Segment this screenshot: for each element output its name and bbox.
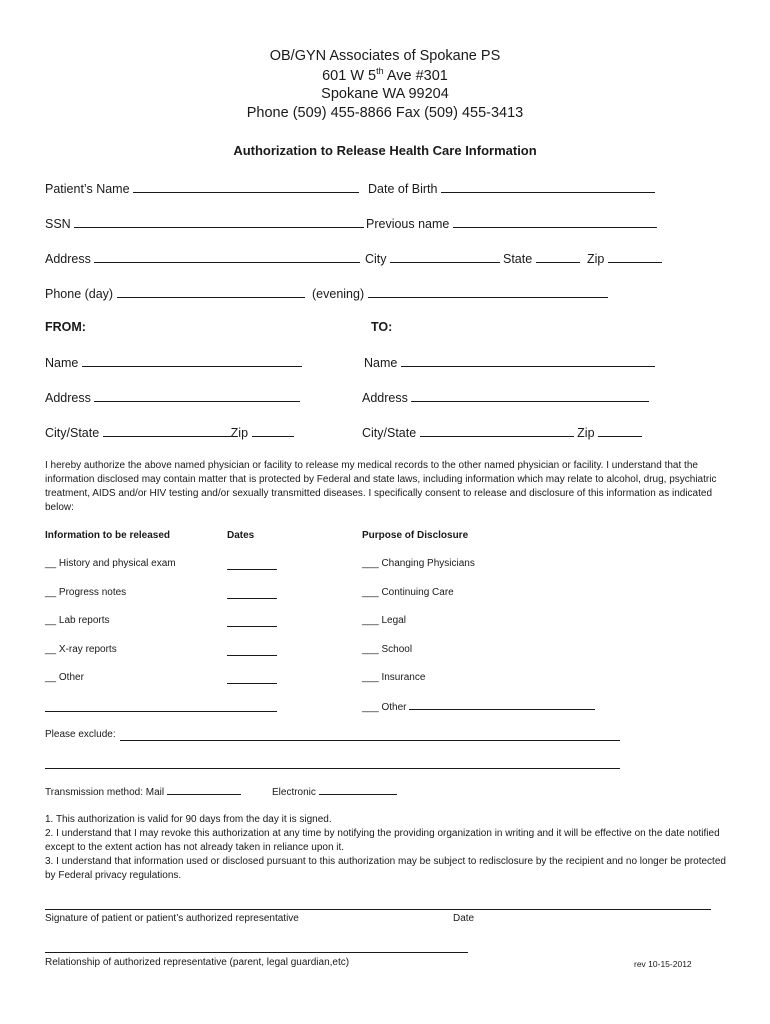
purpose-item[interactable]: ___ Legal [362,615,406,626]
info-item[interactable]: __ X-ray reports [45,644,117,655]
term-2: 2. I understand that I may revoke this authorization at any time by notifying the providing organization in writing and it will be effective on the date notified except to the extent action has not already taken in reliance upon it. [45,828,720,853]
from-citystate-row [45,425,294,440]
zip-field[interactable] [608,251,662,263]
date-field[interactable] [227,626,277,627]
to-address-field[interactable] [411,390,649,402]
address-row [45,251,360,266]
transmission-electronic-row [272,785,397,798]
city-field[interactable] [390,251,500,263]
state-label: State [503,252,533,266]
address-field[interactable] [94,251,360,263]
from-name-field[interactable] [82,355,302,367]
from-address-row [45,390,300,405]
phone-evening-field[interactable] [368,286,608,298]
electronic-field[interactable] [319,785,397,795]
practice-name: OB/GYN Associates of Spokane PS [269,48,501,64]
electronic-label: Electronic [272,787,316,798]
to-name-row [364,355,655,370]
form-title: Authorization to Release Health Care Information [233,143,537,158]
info-column-header: Information to be released [45,530,171,541]
date-label: Date [453,913,475,924]
dob-row [368,181,655,196]
phone-evening-row [312,286,608,301]
zip-row [587,251,662,266]
dates-column-header: Dates [227,530,255,541]
city-label: City [365,252,387,266]
purpose-item[interactable]: ___ School [362,644,413,655]
state-row [503,251,580,266]
exclude-label: Please exclude: [45,729,116,740]
phone-day-field[interactable] [117,286,305,298]
info-item[interactable]: __ Progress notes [45,587,127,598]
from-name-row [45,355,302,370]
city-row [365,251,500,266]
purpose-item[interactable]: ___ Continuing Care [362,587,454,598]
to-zip-label: Zip [577,426,595,440]
ssn-field[interactable] [74,216,364,228]
phone-day-row [45,286,305,301]
to-name-label: Name [364,356,398,370]
to-address-label: Address [362,391,408,405]
date-field[interactable] [227,683,277,684]
signature-label: Signature of patient or patient’s authorized representative [45,913,299,924]
info-item[interactable]: __ Other [45,672,84,683]
term-1: 1. This authorization is valid for 90 days from the day it is signed. [45,814,332,825]
revision-date: rev 10-15-2012 [634,959,692,969]
phone-evening-label: (evening) [312,287,365,301]
purpose-column-header: Purpose of Disclosure [362,530,469,541]
address-label: Address [45,252,91,266]
to-heading: TO: [371,320,393,334]
relationship-label: Relationship of authorized representative (parent, legal guardian,etc) [45,957,350,968]
info-item[interactable]: __ History and physical exam [45,558,176,569]
to-zip-field[interactable] [598,425,642,437]
date-field[interactable] [227,598,277,599]
practice-address [0,66,770,84]
address-suite: Ave #301 [383,67,448,84]
from-zip-label: Zip [230,426,249,440]
mail-field[interactable] [167,785,241,795]
to-citystate-label: City/State [362,426,417,440]
purpose-item[interactable]: ___ Changing Physicians [362,558,475,569]
from-address-label: Address [45,391,91,405]
transmission-mail-row [45,785,241,798]
from-address-field[interactable] [94,390,300,402]
exclude-field-2[interactable] [45,768,620,769]
ssn-label: SSN [45,217,71,231]
purpose-item[interactable]: ___ Other [362,702,407,713]
practice-phone-fax: Phone (509) 455-8866 Fax (509) 455-3413 [246,105,524,121]
state-field[interactable] [536,251,580,263]
exclude-field[interactable] [120,740,620,741]
address-street-number: 601 W 5 [322,67,377,84]
info-item[interactable]: __ Lab reports [45,615,110,626]
from-name-label: Name [45,356,79,370]
date-field[interactable] [227,655,277,656]
to-address-row [362,390,649,405]
transmission-label: Transmission method: Mail [45,787,165,798]
relationship-line[interactable] [45,952,468,953]
from-heading: FROM: [45,320,86,334]
to-citystate-row [362,425,642,440]
purpose-other-field[interactable] [409,700,595,710]
patient-name-field[interactable] [133,181,359,193]
address-ordinal: th [376,66,384,76]
to-citystate-field[interactable] [420,425,574,437]
from-citystate-field[interactable] [103,425,231,437]
zip-label: Zip [587,252,605,266]
previous-name-row [366,216,657,231]
authorization-statement: I hereby authorize the above named physician or facility to release my medical records to the other named physician or facility. I understand that the information disclosed may contain matter that is protected by Federal and state laws, including information which may relate to alcohol, drug, psychiatric treatment, AIDS and/or HIV testing and/or sexually transmitted diseases. I specifically consent to release and disclosure of this information as indicated below: [45,460,717,513]
dob-field[interactable] [441,181,655,193]
patient-name-row [45,181,359,196]
date-field[interactable] [227,569,277,570]
purpose-item[interactable]: ___ Insurance [362,672,426,683]
signature-line[interactable] [45,909,711,910]
purpose-other-row [362,700,595,713]
practice-city: Spokane WA 99204 [321,86,449,102]
term-3: 3. I understand that information used or disclosed pursuant to this authorization may be subject to redisclosure by the recipient and no longer be protected by Federal privacy regulations. [45,856,726,881]
previous-name-field[interactable] [453,216,657,228]
phone-day-label: Phone (day) [45,287,114,301]
to-name-field[interactable] [401,355,655,367]
ssn-row [45,216,364,231]
from-citystate-label: City/State [45,426,100,440]
previous-name-label: Previous name [366,217,450,231]
from-zip-field[interactable] [252,425,294,437]
other-info-field[interactable] [45,711,277,712]
dob-label: Date of Birth [368,182,438,196]
patient-name-label: Patient’s Name [45,182,130,196]
